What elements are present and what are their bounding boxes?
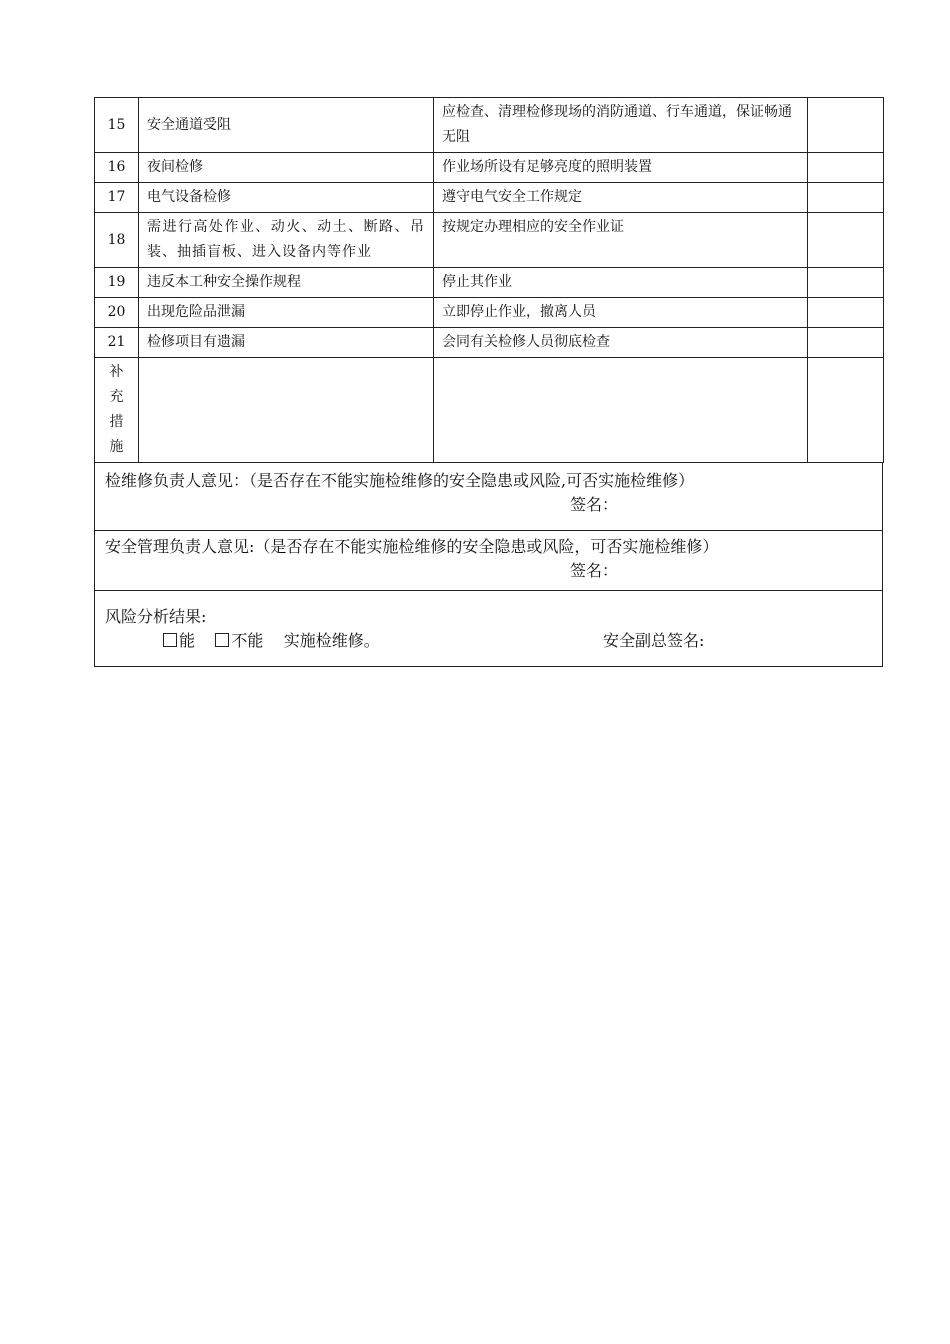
table-row xyxy=(95,153,884,183)
safety-opinion-section[interactable] xyxy=(94,531,883,591)
safety-signature-label: 签名： xyxy=(570,561,619,580)
table-row xyxy=(95,213,884,268)
row-number: 16 xyxy=(95,153,139,183)
supplement-check-cell[interactable] xyxy=(808,358,884,463)
safety-measure: 按规定办理相应的安全作业证 xyxy=(434,213,808,268)
table-row xyxy=(95,98,884,153)
supplement-measure-field[interactable] xyxy=(434,358,808,463)
maintenance-opinion-section[interactable] xyxy=(94,463,883,531)
row-number: 20 xyxy=(95,298,139,328)
row-number: 15 xyxy=(95,98,139,153)
safety-measure: 作业场所设有足够亮度的照明装置 xyxy=(434,153,808,183)
check-cell[interactable] xyxy=(808,153,884,183)
row-number: 19 xyxy=(95,268,139,298)
safety-measure: 立即停止作业，撤离人员 xyxy=(434,298,808,328)
safety-measure: 应检查、清理检修现场的消防通道、行车通道，保证畅通无阻 xyxy=(434,98,808,153)
hazard-item: 违反本工种安全操作规程 xyxy=(139,268,434,298)
hazard-item: 安全通道受阻 xyxy=(139,98,434,153)
check-cell[interactable] xyxy=(808,98,884,153)
check-cell[interactable] xyxy=(808,213,884,268)
supplement-label: 补 充 措 施 xyxy=(95,358,139,463)
hazard-item: 检修项目有遗漏 xyxy=(139,328,434,358)
table-row xyxy=(95,183,884,213)
row-number: 21 xyxy=(95,328,139,358)
row-number: 18 xyxy=(95,213,139,268)
hazard-item: 出现危险品泄漏 xyxy=(139,298,434,328)
checkbox-can[interactable] xyxy=(163,633,177,647)
measures-table xyxy=(94,97,884,463)
supplement-item-field[interactable] xyxy=(139,358,434,463)
risk-options-group xyxy=(163,629,380,653)
check-cell[interactable] xyxy=(808,298,884,328)
option-cannot-label: 不能 xyxy=(231,631,264,650)
safety-measure: 遵守电气安全工作规定 xyxy=(434,183,808,213)
option-can-label: 能 xyxy=(179,631,196,650)
hazard-item: 需进行高处作业、动火、动土、断路、吊装、抽插盲板、进入设备内等作业 xyxy=(139,213,434,268)
safety-opinion-label: 安全管理负责人意见:（是否存在不能实施检维修的安全隐患或风险，可否实施检维修） xyxy=(105,537,719,556)
safety-measure: 停止其作业 xyxy=(434,268,808,298)
action-label: 实施检维修。 xyxy=(283,631,380,650)
checkbox-cannot[interactable] xyxy=(215,633,229,647)
maintenance-signature-label: 签名： xyxy=(570,495,619,514)
maintenance-opinion-label: 检维修负责人意见：（是否存在不能实施检维修的安全隐患或风险,可否实施检维修） xyxy=(105,471,695,490)
check-cell[interactable] xyxy=(808,268,884,298)
row-number: 17 xyxy=(95,183,139,213)
hazard-item: 电气设备检修 xyxy=(139,183,434,213)
risk-result-section xyxy=(94,591,883,667)
risk-result-options xyxy=(105,629,872,653)
table-row xyxy=(95,328,884,358)
safety-measures-form xyxy=(94,97,883,667)
table-row xyxy=(95,298,884,328)
risk-result-label: 风险分析结果: xyxy=(105,607,207,626)
deputy-signature-label: 安全副总签名: xyxy=(603,631,705,650)
check-cell[interactable] xyxy=(808,183,884,213)
hazard-item: 夜间检修 xyxy=(139,153,434,183)
check-cell[interactable] xyxy=(808,328,884,358)
table-row xyxy=(95,268,884,298)
supplement-row xyxy=(95,358,884,463)
safety-measure: 会同有关检修人员彻底检查 xyxy=(434,328,808,358)
